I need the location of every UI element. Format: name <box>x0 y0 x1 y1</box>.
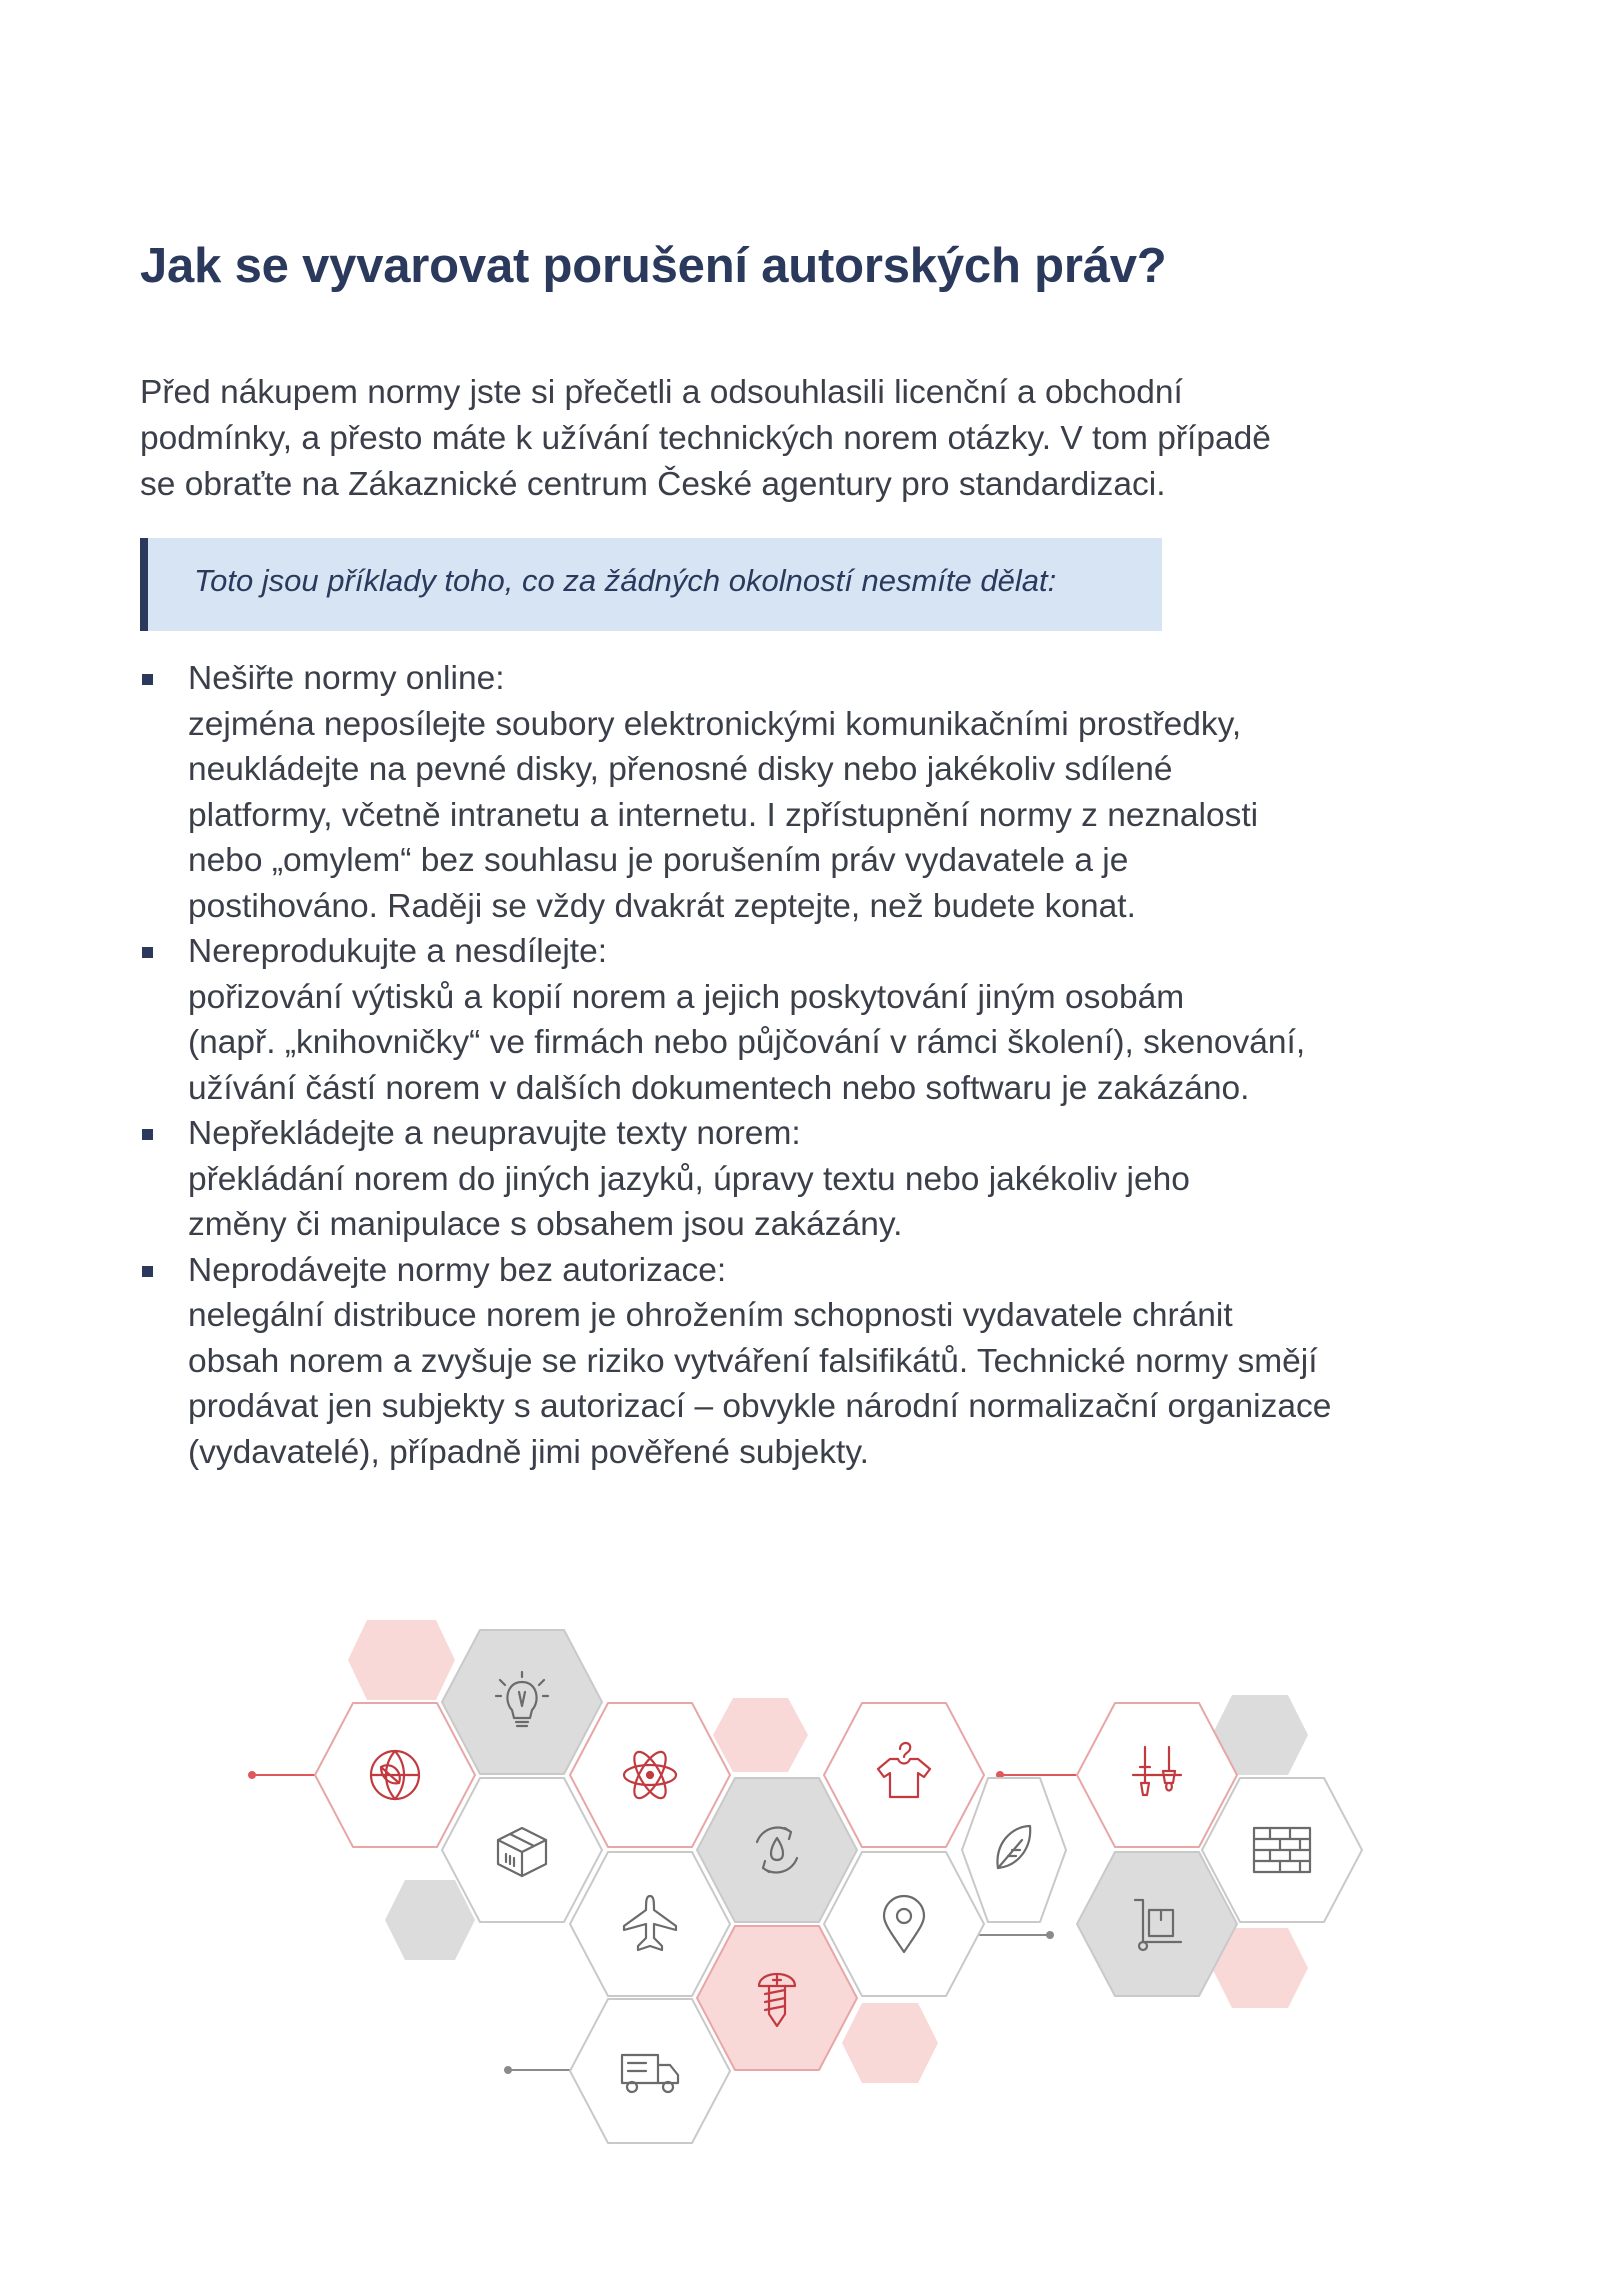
list-item <box>140 929 1480 1111</box>
bullet-icon <box>142 1266 153 1277</box>
hexagon-tile <box>697 1778 857 1922</box>
rule-title: Neprodávejte normy bez autorizace: <box>188 1251 727 1289</box>
intro-line: Před nákupem normy jste si přečetli a odsouhlasili licenční a obchodní <box>140 374 1183 411</box>
rule-title: Nereprodukujte a nesdílejte: <box>188 933 608 970</box>
rule-title: Nepřekládejte a neupravujte texty norem: <box>188 1115 801 1152</box>
rule-line: platformy, včetně intranetu a internetu. I zpřístupnění normy z neznalosti <box>188 796 1259 834</box>
rules-list <box>140 656 1480 1475</box>
rule-line: zejména neposílejte soubory elektronickými komunikačními prostředky, <box>188 705 1242 743</box>
rule-line: změny či manipulace s obsahem jsou zakázány. <box>188 1206 903 1243</box>
rule-line: pořizování výtisků a kopií norem a jejich poskytování jiným osobám <box>188 978 1185 1016</box>
rule-line: (např. „knihovničky“ ve firmách nebo půjčování v rámci školení), skenování, <box>188 1024 1306 1061</box>
rule-line: prodávat jen subjekty s autorizací – obvykle národní normalizační organizace <box>188 1388 1332 1425</box>
rule-line: (vydavatelé), případně jimi pověřené subjekty. <box>188 1433 869 1471</box>
bullet-icon <box>142 947 153 958</box>
rule-line: nebo „omylem“ bez souhlasu je porušením práv vydavatele a je <box>188 842 1129 879</box>
decor-hexagon <box>348 1620 455 1700</box>
intro-paragraph <box>140 370 1440 508</box>
decor-hexagon <box>385 1880 475 1960</box>
bullet-icon <box>142 1129 153 1140</box>
intro-line: podmínky, a přesto máte k užívání technických norem otázky. V tom případě <box>140 420 1271 457</box>
hexagon-tile <box>824 1703 984 1847</box>
bullet-icon <box>142 674 153 685</box>
intro-line: se obraťte na Zákaznické centrum České agentury pro standardizaci. <box>140 466 1166 503</box>
callout-box <box>140 538 1162 631</box>
hexagon-tile <box>1077 1852 1237 1996</box>
hexagon-tile <box>570 1852 730 1996</box>
hexagon-icon-graphic <box>0 1590 1600 2150</box>
rule-line: překládání norem do jiných jazyků, úpravy textu nebo jakékoliv jeho <box>188 1160 1190 1198</box>
rule-line: obsah norem a zvyšuje se riziko vytváření falsifikátů. Technické normy smějí <box>188 1342 1318 1380</box>
decor-hexagon <box>713 1698 808 1772</box>
page-title: Jak se vyvarovat porušení autorských práv? <box>140 239 1167 293</box>
rule-line: neukládejte na pevné disky, přenosné disky nebo jakékoliv sdílené <box>188 751 1173 788</box>
hexagon-tile <box>442 1778 602 1922</box>
hexagon-tile <box>697 1926 857 2070</box>
rule-line: nelegální distribuce norem je ohrožením schopnosti vydavatele chránit <box>188 1297 1233 1334</box>
rule-line: postihováno. Raději se vždy dvakrát zeptejte, než budete konat. <box>188 887 1136 925</box>
callout-text: Toto jsou příklady toho, co za žádných okolností nesmíte dělat: <box>194 563 1057 598</box>
list-item <box>140 1111 1480 1248</box>
hexagon-tile <box>570 1999 730 2143</box>
list-item <box>140 656 1480 929</box>
decor-hexagon <box>842 2003 938 2083</box>
rule-line: užívání částí norem v dalších dokumentech nebo softwaru je zakázáno. <box>188 1069 1250 1107</box>
list-item <box>140 1248 1480 1476</box>
rule-title: Nešiřte normy online: <box>188 660 505 697</box>
